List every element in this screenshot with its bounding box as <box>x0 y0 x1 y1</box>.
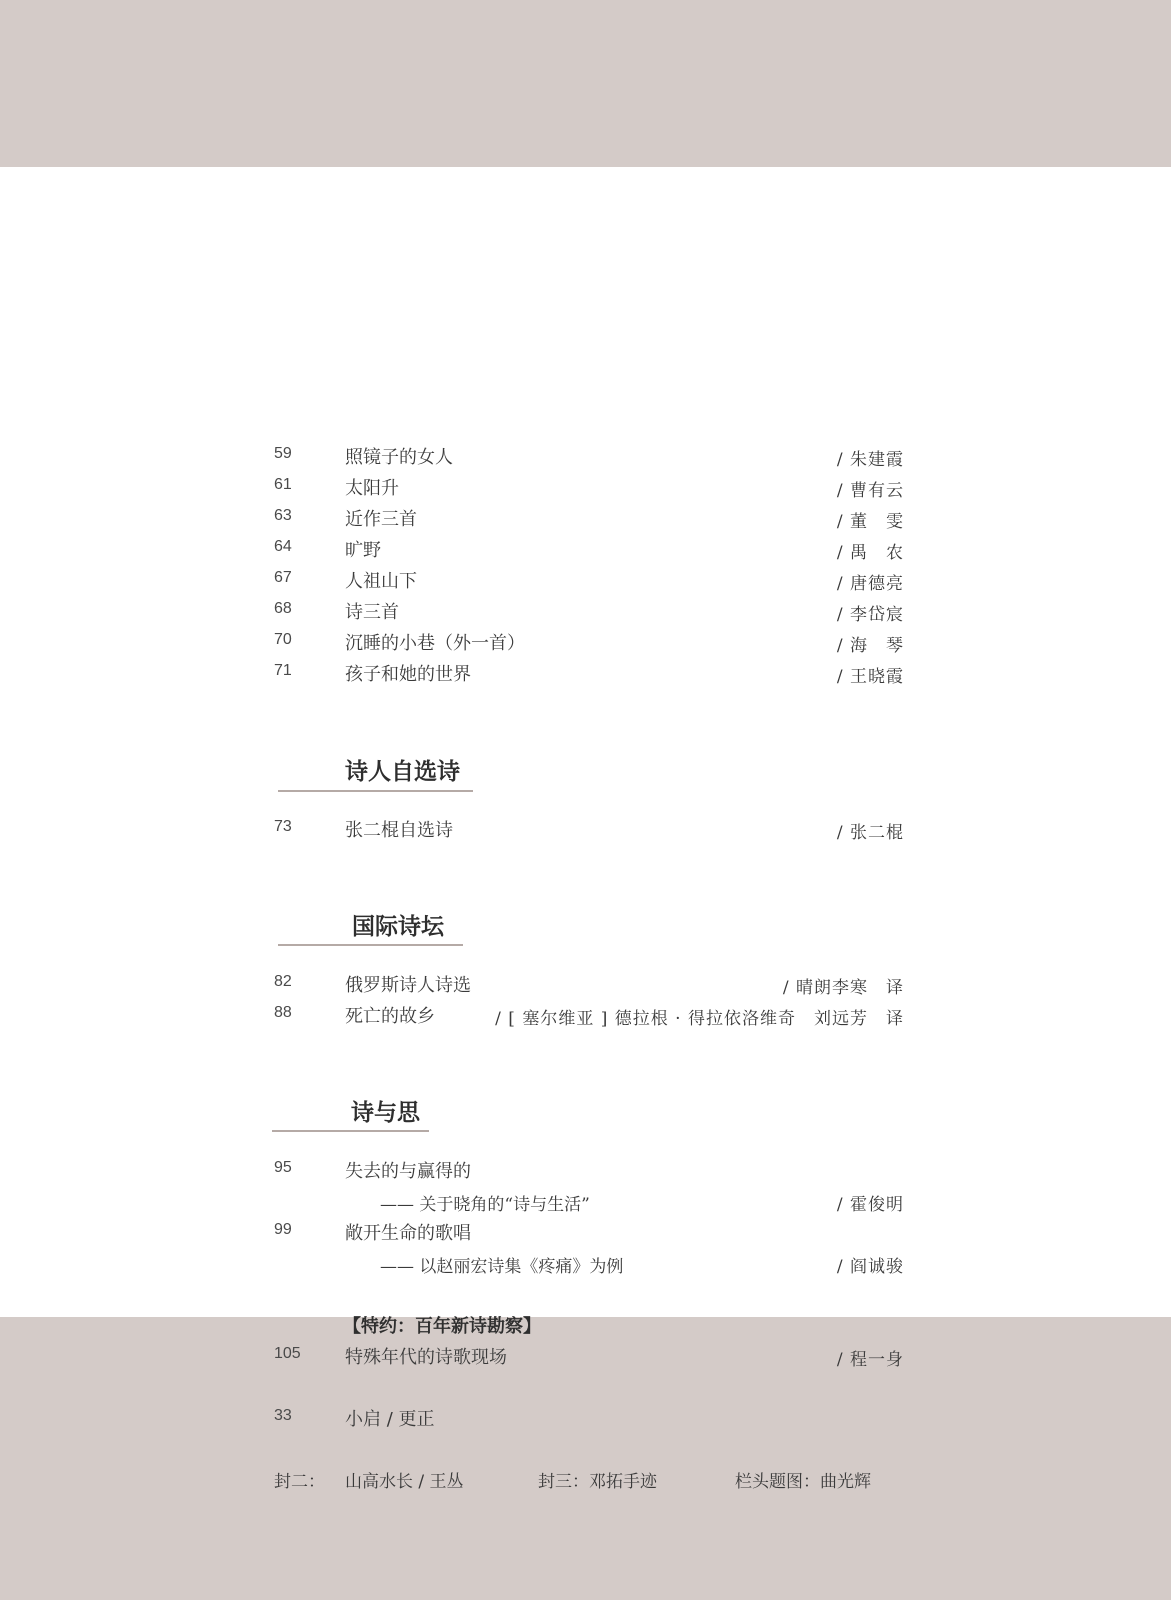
entry-title: 俄罗斯诗人诗选 <box>345 975 471 996</box>
entry-author: / 晴朗李寒 译 <box>782 978 904 998</box>
cover3-credit: 封三：邓拓手迹 <box>538 1472 657 1492</box>
entry-author: / 唐德亮 <box>836 574 904 594</box>
entry-author: / 禺 农 <box>836 543 904 563</box>
entry-author: / 程一身 <box>836 1350 904 1370</box>
entry-author: / 阎诚骏 <box>836 1257 904 1277</box>
entry-subtitle: —— 关于晓角的“诗与生活” <box>380 1195 590 1215</box>
entry-author: / 海 琴 <box>836 636 904 656</box>
entry-title: 特殊年代的诗歌现场 <box>345 1347 507 1368</box>
entry-title: 孩子和她的世界 <box>345 664 471 685</box>
toc-entry[interactable] <box>0 445 1171 473</box>
page-number: 70 <box>274 631 292 648</box>
cover2-credit: 山高水长 / 王丛 <box>345 1472 464 1492</box>
page-number: 63 <box>274 507 292 524</box>
entry-title: 敞开生命的歌唱 <box>345 1223 471 1244</box>
section-heading: 诗人自选诗 <box>345 758 460 785</box>
entry-title: 小启 / 更正 <box>345 1409 435 1430</box>
page-number: 61 <box>274 476 292 493</box>
toc-entry[interactable] <box>0 1345 1171 1373</box>
page-number: 99 <box>274 1221 292 1238</box>
entry-title: 人祖山下 <box>345 571 417 592</box>
toc-entry[interactable] <box>0 1004 1171 1032</box>
toc-entry[interactable] <box>0 476 1171 504</box>
toc-entry-subtitle <box>0 1190 1171 1218</box>
entry-author: / 张二棍 <box>836 823 904 843</box>
page-number: 88 <box>274 1004 292 1021</box>
entry-author: / 霍俊明 <box>836 1195 904 1215</box>
toc-entry[interactable] <box>0 662 1171 690</box>
page-number: 73 <box>274 818 292 835</box>
entry-author: / [ 塞尔维亚 ] 德拉根 · 得拉依洛维奇 刘远芳 译 <box>495 1009 904 1029</box>
entry-author: / 王晓霞 <box>836 667 904 687</box>
toc-entry-subtitle <box>0 1252 1171 1280</box>
top-color-band <box>0 0 1171 167</box>
toc-entry[interactable] <box>0 538 1171 566</box>
entry-subtitle: —— 以赵丽宏诗集《疼痛》为例 <box>380 1257 624 1277</box>
toc-entry[interactable] <box>0 818 1171 846</box>
entry-author: / 李岱宸 <box>836 605 904 625</box>
section-heading: 国际诗坛 <box>352 913 444 940</box>
page-number: 95 <box>274 1159 292 1176</box>
entry-title: 张二棍自选诗 <box>345 820 453 841</box>
page-number: 71 <box>274 662 292 679</box>
entry-title: 失去的与赢得的 <box>345 1161 471 1182</box>
toc-entry[interactable] <box>0 507 1171 535</box>
entry-title: 沉睡的小巷（外一首） <box>345 633 525 654</box>
cover2-label: 封二： <box>274 1472 325 1492</box>
section-rule <box>272 1130 429 1132</box>
page-number: 68 <box>274 600 292 617</box>
section-heading: 诗与思 <box>351 1099 420 1126</box>
page-number: 59 <box>274 445 292 462</box>
toc-entry[interactable] <box>0 600 1171 628</box>
page-number: 105 <box>274 1345 301 1362</box>
entry-title: 照镜子的女人 <box>345 447 453 468</box>
toc-entry[interactable] <box>0 1221 1171 1249</box>
toc-entry[interactable] <box>0 631 1171 659</box>
page-number: 64 <box>274 538 292 555</box>
page-number: 67 <box>274 569 292 586</box>
section-rule <box>278 944 463 946</box>
special-section-label: 【特约：百年新诗勘察】 <box>343 1316 541 1337</box>
entry-author: / 曹有云 <box>836 481 904 501</box>
section-rule <box>278 790 473 792</box>
entry-title: 旷野 <box>345 540 381 561</box>
entry-title: 太阳升 <box>345 478 399 499</box>
header-art-credit: 栏头题图：曲光辉 <box>735 1472 871 1492</box>
toc-entry[interactable] <box>0 973 1171 1001</box>
page-number: 33 <box>274 1407 292 1424</box>
toc-entry[interactable] <box>0 1407 1171 1435</box>
entry-author: / 董 雯 <box>836 512 904 532</box>
entry-title: 近作三首 <box>345 509 417 530</box>
entry-title: 诗三首 <box>345 602 399 623</box>
entry-title: 死亡的故乡 <box>345 1006 435 1027</box>
toc-entry[interactable] <box>0 569 1171 597</box>
page-number: 82 <box>274 973 292 990</box>
toc-entry[interactable] <box>0 1159 1171 1187</box>
entry-author: / 朱建霞 <box>836 450 904 470</box>
